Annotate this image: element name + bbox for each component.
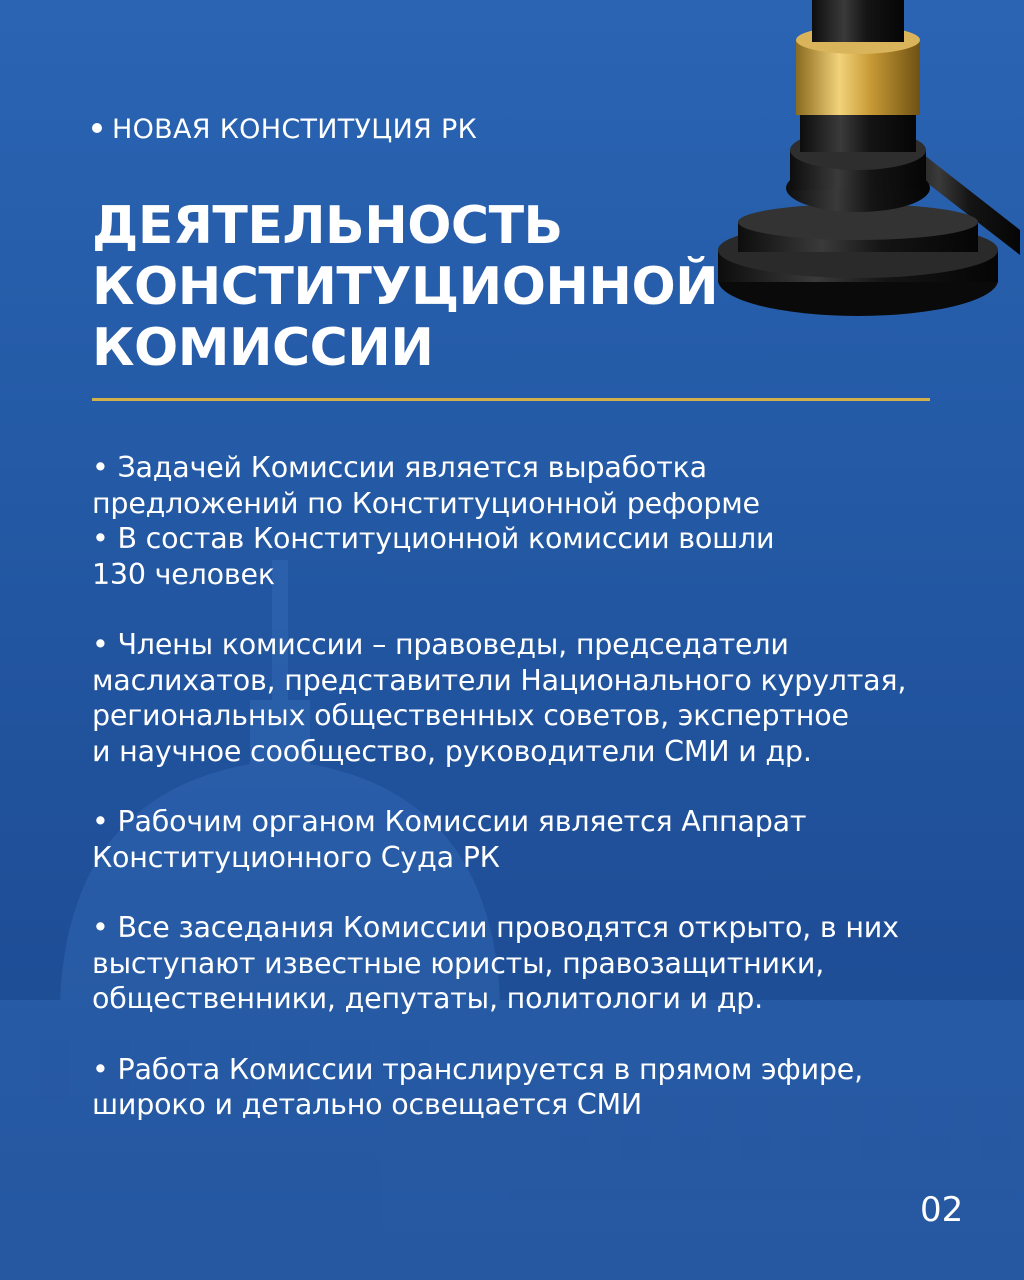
text-line: выступают известные юристы, правозащитники,	[92, 946, 825, 980]
text-line: • Работа Комиссии транслируется в прямом эфире,	[92, 1052, 863, 1086]
title-line: КОНСТИТУЦИОННОЙ	[92, 257, 719, 317]
paragraph-broadcast	[92, 1052, 942, 1123]
text-line: • Все заседания Комиссии проводятся открыто, в них	[92, 911, 899, 944]
title-line: КОМИССИИ	[92, 318, 434, 378]
text-line: общественники, депутаты, политологи и др.	[92, 982, 763, 1015]
text-line: 130 человек	[92, 557, 275, 591]
title-line: ДЕЯТЕЛЬНОСТЬ	[92, 196, 563, 256]
text-line: маслихатов, представители Национального курултая,	[92, 663, 907, 697]
text-line: широко и детально освещается СМИ	[92, 1088, 643, 1121]
paragraph-sessions	[92, 910, 942, 1017]
text-line: региональных общественных советов, экспертное	[92, 699, 849, 732]
body-text	[92, 450, 942, 1123]
text-line: и научное сообщество, руководители СМИ и др.	[92, 734, 812, 768]
text-line: • Члены комиссии – правоведы, председатели	[92, 628, 789, 661]
bullet-dot-icon	[92, 123, 102, 133]
paragraph-working-body	[92, 804, 942, 875]
text-line: предложений по Конституционной реформе	[92, 486, 760, 520]
text-line: • Задачей Комиссии является выработка	[92, 451, 707, 484]
page-title	[92, 196, 719, 379]
page-number: 02	[920, 1190, 964, 1230]
eyebrow-label	[92, 114, 477, 145]
text-line: • В состав Конституционной комиссии вошли	[92, 522, 775, 555]
paragraph-tasks	[92, 450, 942, 592]
text-line: • Рабочим органом Комиссии является Аппарат	[92, 805, 807, 838]
text-line: Конституционного Суда РК	[92, 840, 500, 874]
gold-divider	[92, 398, 930, 401]
paragraph-members	[92, 627, 942, 769]
eyebrow-text: НОВАЯ КОНСТИТУЦИЯ РК	[112, 114, 478, 145]
gavel-image	[700, 0, 1024, 330]
